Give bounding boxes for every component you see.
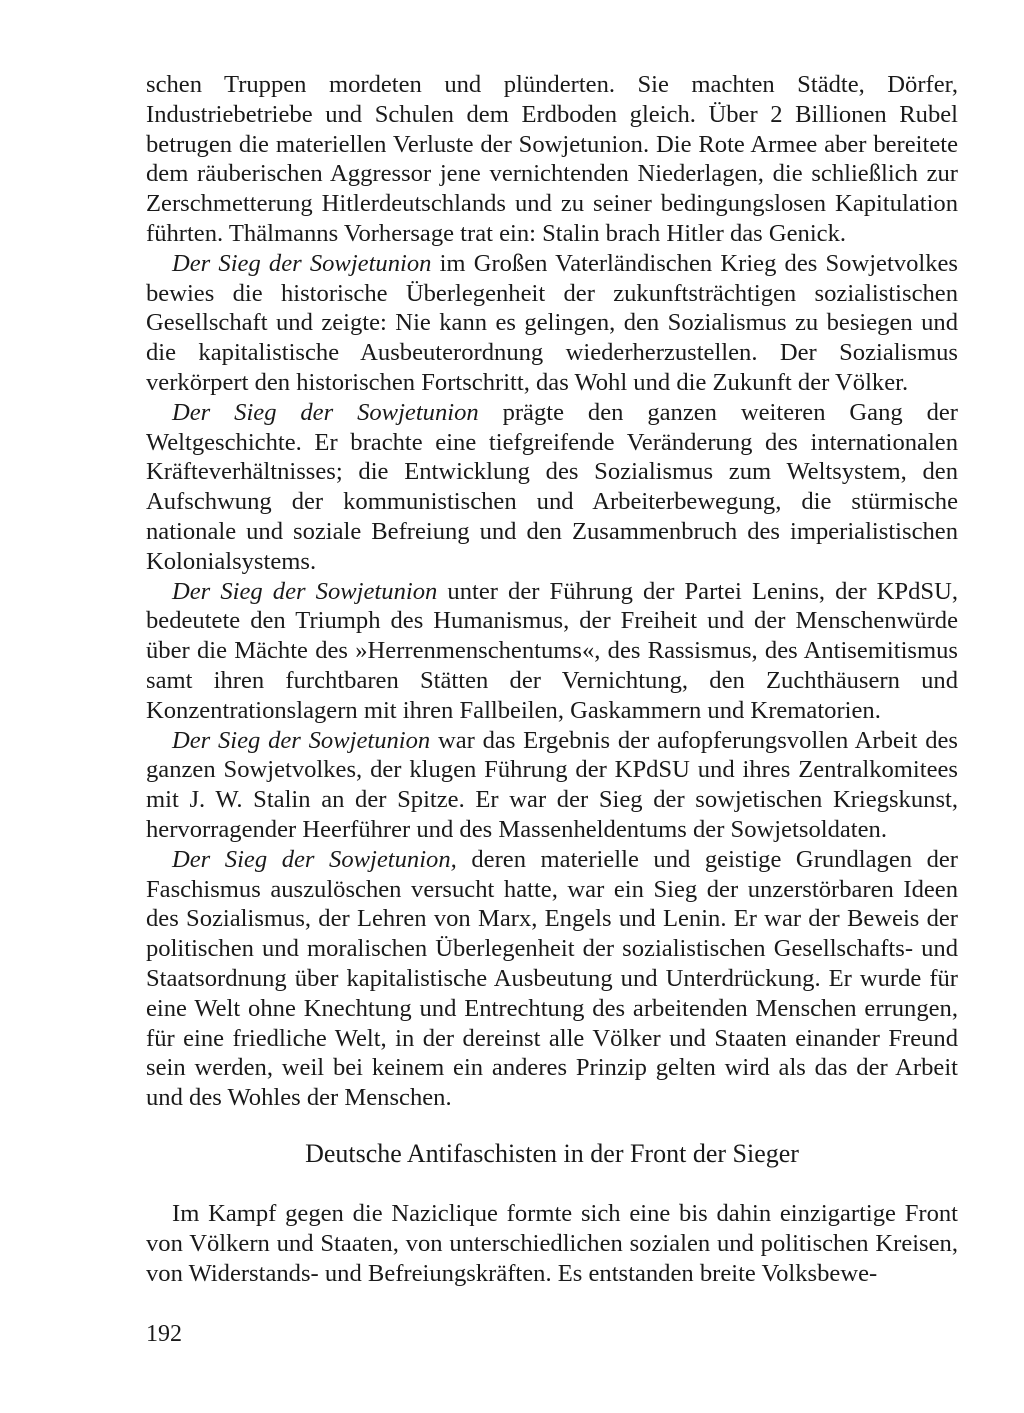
paragraph-3-lead: Der Sieg der Sowjetunion <box>172 398 479 426</box>
paragraph-4-lead: Der Sieg der Sowjetunion <box>172 577 438 605</box>
paragraph-3 <box>146 398 958 577</box>
paragraph-2 <box>146 249 958 398</box>
paragraph-6 <box>146 845 958 1113</box>
paragraph-4 <box>146 577 958 726</box>
paragraph-5-text: war das Ergebnis der aufopferungsvollen Arbeit des ganzen Sowjetvolkes, der klugen Führung der KPdSU und ihres Zentralkomitees mit J. W. Stalin an der Spitze. Er war der Sieg der sowjetischen Kriegskunst, hervorragender Heerführer und des Massenheldentums der Sowjetsoldaten. <box>146 726 958 843</box>
paragraph-4-text: unter der Führung der Partei Lenins, der KPdSU, bedeutete den Triumph des Humanismus, der Freiheit und der Menschenwürde über die Mächte des »Herrenmenschentums«, des Rassismus, des Antisemitismus samt ihren furchtbaren Stätten der Vernichtung, den Zuchthäusern und Konzentrationslagern mit ihren Fallbeilen, Gaskammern und Krematorien. <box>146 577 958 724</box>
section-body <box>146 1199 958 1288</box>
paragraph-5-lead: Der Sieg der Sowjetunion <box>172 726 431 754</box>
paragraph-1-text: schen Truppen mordeten und plünderten. Sie machten Städte, Dörfer, Industriebetriebe und Schulen dem Erdboden gleich. Über 2 Billionen Rubel betrugen die materiellen Verluste der Sowjetunion. Die Rote Armee aber bereitete dem räuberischen Aggressor jene vernichtenden Niederlagen, die schließlich zur Zerschmetterung Hitlerdeutschlands und zu seiner bedingungslosen Kapitulation führten. Thälmanns Vorhersage trat ein: Stalin brach Hitler das Genick. <box>146 71 958 247</box>
paragraph-3-text: prägte den ganzen weiteren Gang der Weltgeschichte. Er brachte eine tiefgreifende Veränderung des internationalen Kräfteverhältnisses; die Entwicklung des Sozialismus zum Weltsystem, den Aufschwung der kommunistischen und Arbeiterbewegung, die stürmische nationale und soziale Befreiung und den Zusammenbruch des imperialistischen Kolonialsystems. <box>146 398 958 575</box>
paragraph-6-lead: Der Sieg der Sowjetunion, <box>172 845 457 873</box>
page-number: 192 <box>146 1321 182 1347</box>
paragraph-2-text: im Großen Vaterländischen Krieg des Sowjetvolkes bewies die historische Überlegenheit der zukunftsträchtigen sozialistischen Gesellschaft und zeigte: Nie kann es gelingen, den Sozialismus zu besiegen und die kapitalistische Ausbeuterordnung wiederherzustellen. Der Sozialismus verkörpert den historischen Fortschritt, das Wohl und die Zukunft der Völker. <box>146 249 958 396</box>
paragraph-6-text: deren materielle und geistige Grundlagen der Faschismus auszulöschen versucht hatte, war ein Sieg der unzerstörbaren Ideen des Sozialismus, der Lehren von Marx, Engels und Lenin. Er war der Beweis der politischen und moralischen Überlegenheit der sozialistischen Gesellschafts- und Staatsordnung über kapitalistische Ausbeutung und Unterdrückung. Er wurde für eine Welt ohne Knechtung und Entrechtung des arbeitenden Menschen errungen, für eine friedliche Welt, in der dereinst alle Völker und Staaten einander Freund sein werden, weil bei keinem ein anderes Prinzip gelten wird als das der Arbeit und des Wohles der Menschen. <box>146 845 958 1112</box>
paragraph-2-lead: Der Sieg der Sowjetunion <box>172 249 432 277</box>
paragraph-1 <box>146 70 958 249</box>
section-heading: Deutsche Antifaschisten in der Front der Sieger <box>305 1139 799 1168</box>
paragraph-5 <box>146 726 958 845</box>
page-body <box>146 70 958 1287</box>
final-paragraph: Im Kampf gegen die Naziclique formte sich eine bis dahin einzigartige Front von Völkern und Staaten, von unterschiedlichen sozialen und politischen Kreisen, von Widerstands- und Befreiungskräften. Es entstanden breite Volksbewe- <box>146 1200 958 1287</box>
